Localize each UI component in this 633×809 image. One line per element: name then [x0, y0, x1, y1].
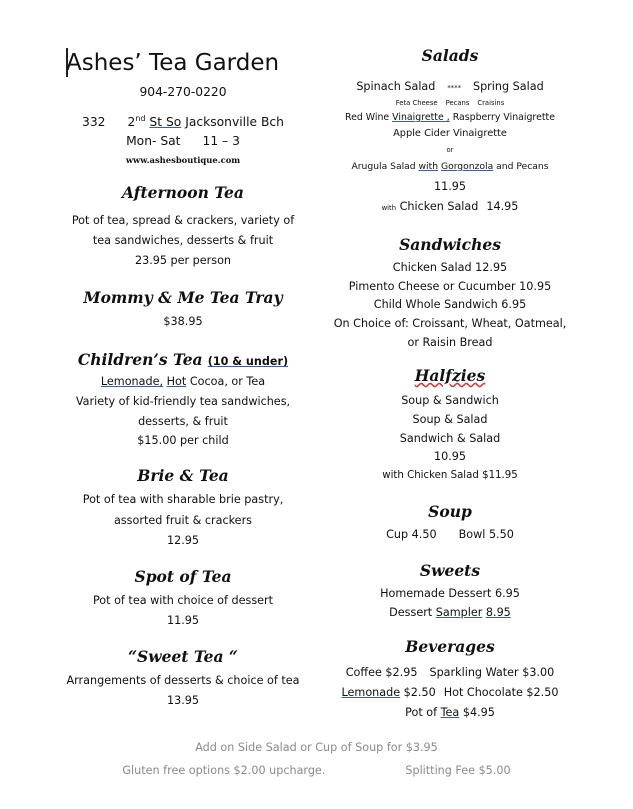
salad-dressings: [326, 111, 574, 125]
mommy-me-price: $38.95: [163, 315, 203, 328]
topping-pecans: Pecans: [445, 99, 470, 107]
hours: [58, 134, 308, 149]
salads-chicken-price: 14.95: [486, 200, 519, 213]
brie-tea-price: 12.95: [166, 534, 200, 547]
halfzies-soup-salad: Soup & Salad: [412, 413, 488, 426]
soup-heading: Soup: [428, 502, 472, 521]
afternoon-tea-price: 23.95 per person: [134, 254, 232, 267]
childrens-tea-desc-2: desserts, & fruit: [138, 415, 228, 428]
beverage-tea-price: $4.95: [462, 706, 495, 719]
salads-price: 11.95: [433, 180, 467, 193]
childrens-tea-drinks: [58, 375, 308, 389]
dressing-vinaigrette: Vinaigrette ,: [392, 112, 450, 123]
footer-add-on: Add on Side Salad or Cup of Soup for $3.95: [195, 741, 438, 754]
spot-of-tea-price: 11.95: [166, 614, 200, 627]
salad-or: or: [446, 146, 454, 154]
arugula-name: Arugula Salad: [351, 161, 416, 172]
beverage-lemonade: Lemonade: [341, 686, 401, 699]
beverages-row-3: [326, 706, 574, 720]
salad-separator: ****: [447, 84, 461, 92]
sweets-homemade: Homemade Dessert 6.95: [380, 587, 520, 600]
sweet-tea-heading: “Sweet Tea “: [128, 647, 238, 666]
sweet-tea-price: 13.95: [166, 694, 200, 707]
topping-feta: Feta Cheese: [395, 99, 438, 107]
arugula-salad: [326, 160, 574, 174]
address-street-num: 2: [127, 115, 136, 130]
halfzies-heading: [326, 367, 574, 385]
childrens-tea-desc-1: Variety of kid-friendly tea sandwiches,: [75, 395, 291, 408]
dressing-red-wine: Red Wine: [345, 112, 390, 123]
drink-cocoa-tea: Cocoa, or Tea: [189, 375, 266, 388]
drink-hot: Hot: [166, 375, 187, 388]
address: [58, 111, 308, 130]
salads-items: [326, 80, 574, 95]
spot-of-tea-desc: Pot of tea with choice of dessert: [92, 594, 274, 607]
brie-tea-desc-1: Pot of tea with sharable brie pastry,: [82, 493, 284, 506]
sweets-sampler-price: 8.95: [485, 606, 511, 619]
salads-heading: Salads: [421, 46, 479, 65]
sweet-tea-desc: Arrangements of desserts & choice of tea: [66, 674, 300, 687]
spot-of-tea-heading: Spot of Tea: [134, 567, 232, 586]
salads-chicken-with: with: [381, 204, 397, 212]
address-ordinal: nd: [135, 114, 146, 123]
dressing-apple-cider: Apple Cider Vinaigrette: [393, 128, 507, 139]
address-street: St So: [149, 115, 182, 130]
salads-chicken: [326, 200, 574, 215]
childrens-tea-age: (10 & under): [207, 355, 289, 368]
afternoon-tea-desc-2: tea sandwiches, desserts & fruit: [92, 234, 274, 247]
childrens-tea-heading-row: [58, 350, 308, 369]
arugula-with: with: [418, 161, 439, 172]
sweets-sampler: [326, 606, 574, 620]
halfzies-heading-text: Halfzies: [414, 366, 486, 385]
sandwich-child: Child Whole Sandwich 6.95: [373, 298, 527, 311]
salad-toppings: [326, 99, 574, 107]
halfzies-chicken: with Chicken Salad $11.95: [382, 470, 518, 481]
footer-fees: [0, 764, 633, 778]
address-city: Jacksonville Bch: [185, 115, 284, 130]
beverages-heading: Beverages: [405, 637, 495, 656]
halfzies-sandwich-salad: Sandwich & Salad: [399, 432, 501, 445]
soup-prices: [326, 528, 574, 542]
dressing-raspberry: Raspberry Vinaigrette: [452, 112, 555, 123]
soup-cup: Cup 4.50: [386, 528, 437, 541]
beverage-pot-of: Pot of: [405, 706, 438, 719]
sandwiches-heading: Sandwiches: [399, 235, 501, 254]
hours-time: 11 – 3: [202, 134, 240, 148]
hours-days: Mon- Sat: [126, 134, 181, 148]
beverage-tea: Tea: [440, 706, 460, 719]
childrens-tea-price: $15.00 per child: [137, 434, 229, 447]
sweets-sampler-word: Sampler: [435, 606, 483, 619]
brie-tea-heading: Brie & Tea: [137, 466, 229, 485]
sandwich-chicken: Chicken Salad 12.95: [392, 261, 508, 274]
halfzies-soup-sandwich: Soup & Sandwich: [401, 394, 499, 407]
sweets-sampler-label: Dessert: [389, 606, 433, 619]
beverages-row-2: [326, 686, 574, 700]
sandwich-pimento: Pimento Cheese or Cucumber 10.95: [348, 280, 552, 293]
website-link[interactable]: www.ashesboutique.com: [125, 155, 241, 165]
address-number: 332: [82, 115, 106, 130]
spinach-salad: Spinach Salad: [356, 80, 436, 93]
sandwich-bread-1: On Choice of: Croissant, Wheat, Oatmeal,: [333, 317, 567, 330]
footer-splitting-fee: Splitting Fee $5.00: [405, 764, 511, 777]
beverage-lemonade-price: $2.50: [403, 686, 436, 699]
drink-lemonade: Lemonade,: [100, 375, 164, 388]
restaurant-name: Ashes’ Tea Garden: [66, 50, 280, 76]
brie-tea-desc-2: assorted fruit & crackers: [114, 514, 252, 527]
phone-number: 904-270-0220: [139, 85, 227, 99]
mommy-me-heading: Mommy & Me Tea Tray: [83, 288, 283, 307]
arugula-gorgonzola: Gorgonzola: [440, 161, 494, 172]
footer-gluten-free: Gluten free options $2.00 upcharge.: [122, 764, 326, 777]
arugula-pecans: and Pecans: [496, 161, 549, 172]
beverage-hot-chocolate: Hot Chocolate $2.50: [443, 686, 559, 699]
beverages-row-1: [326, 666, 574, 680]
sweets-heading: Sweets: [419, 561, 481, 580]
spring-salad: Spring Salad: [472, 80, 544, 93]
childrens-tea-heading: Children’s Tea: [77, 350, 203, 369]
beverage-coffee: Coffee $2.95: [345, 666, 418, 679]
beverage-sparkling: Sparkling Water $3.00: [429, 666, 555, 679]
soup-bowl: Bowl 5.50: [458, 528, 514, 541]
afternoon-tea-desc-1: Pot of tea, spread & crackers, variety of: [71, 214, 295, 227]
afternoon-tea-heading: Afternoon Tea: [122, 183, 244, 202]
sandwich-bread-2: or Raisin Bread: [407, 336, 493, 349]
halfzies-price: 10.95: [433, 450, 467, 463]
topping-craisins: Craisins: [477, 99, 505, 107]
salads-chicken-text: Chicken Salad: [399, 200, 479, 213]
